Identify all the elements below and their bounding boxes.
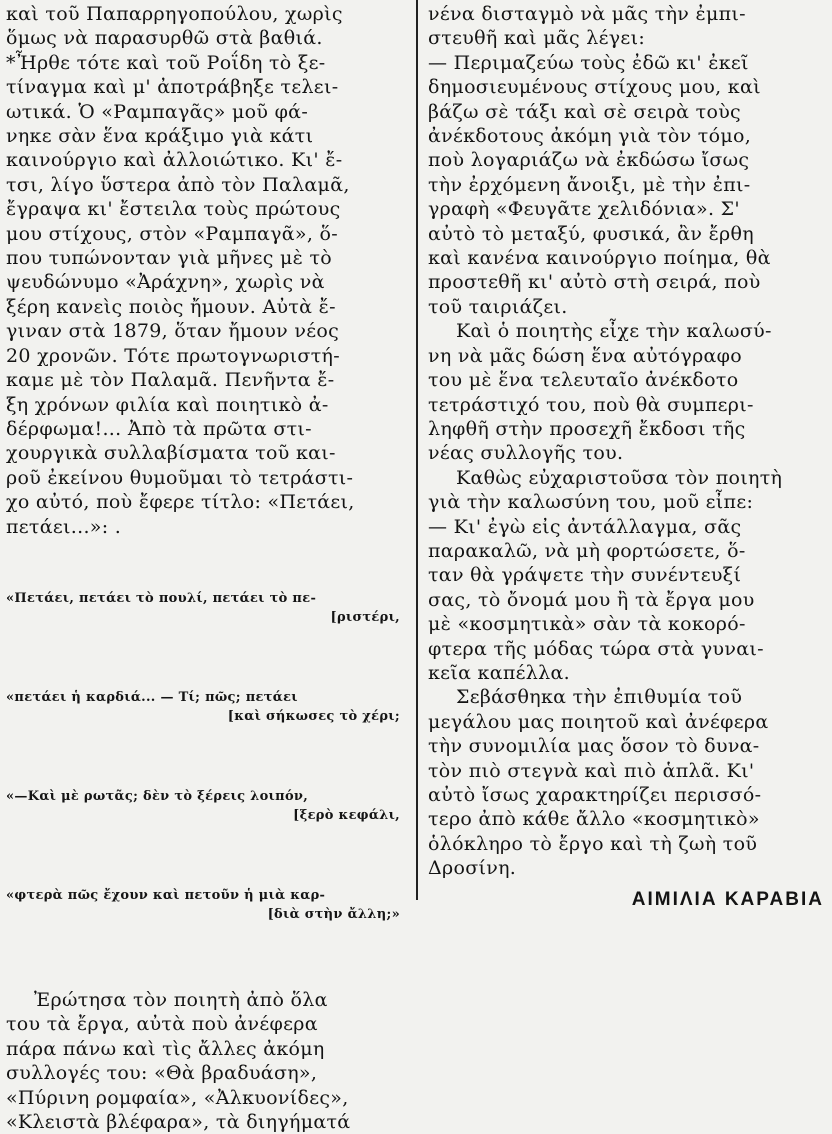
- poem-line: [6, 669, 410, 745]
- left-outro-paragraph: Ἐρώτησα τὸν ποιητὴ ἀπὸ ὅλα του τὰ ἔργα, αὐτὰ ποὺ ἀνέφερα πάρα πάνω καὶ τὶς ἄλλες ἀκόμη συλλογές του: «Θὰ βραδυάση», «Πύρινη ρομφαία», «Ἀλκυονίδες», «Κλειστὰ βλέφαρα», τὰ διηγήματά: [6, 988, 351, 1133]
- poem-line-text: «—Καὶ μὲ ρωτᾶς; δὲν τὸ ξέρεις λοιπόν,: [6, 788, 309, 804]
- author-signature: ΑΙΜΙΛΙΑ ΚΑΡΑΒΙΑ: [631, 888, 824, 910]
- column-divider: [416, 0, 418, 900]
- right-paragraph-3: Καθὼς εὐχαριστοῦσα τὸν ποιητὴ γιὰ τὴν καλωσύνη του, μοῦ εἶπε: — Κι' ἐγὼ εἰς ἀντάλλαγμα, σᾶς παρακαλῶ, νὰ μὴ φορτώσετε, ὅ- ταν θὰ γράψετε τὴν συνέντευξί σας, τὸ ὄνομά μου ἢ τὰ ἔργα μου μὲ «κοσμητικὰ» σὰν τὰ κοκορό- φτερα τῆς μόδας τώρα στὰ γυναι- κεῖα καπέλλα.: [428, 466, 783, 684]
- poem-line-continuation: [διὰ στὴν ἄλλη;»: [267, 906, 400, 922]
- poem-line-text: «Πετάει, πετάει τὸ πουλί, πετάει τὸ πε-: [6, 590, 317, 606]
- right-paragraph-2: Καὶ ὁ ποιητὴς εἶχε τὴν καλωσύ- νη νὰ μᾶς δώση ἕνα αὐτόγραφο του μὲ ἕνα τελευταῖο ἀνέκδοτο τετράστιχό του, ποὺ θὰ συμπερι- ληφθῆ στὴν προσεχῆ ἔκδοσι τῆς νέας συλλογῆς του.: [428, 320, 772, 465]
- poem-line-text: «φτερὰ πῶς ἔχουν καὶ πετοῦν ἡ μιὰ καρ-: [6, 887, 326, 903]
- section-gap: [6, 966, 410, 988]
- poem-block: [6, 551, 410, 966]
- poem-line-continuation: [καὶ σήκωσες τὸ χέρι;: [227, 708, 400, 724]
- poem-line-text: «πετάει ἡ καρδιά... — Τί; πῶς; πετάει: [6, 689, 298, 705]
- poem-line: [6, 867, 410, 943]
- right-paragraph-1: νένα δισταγμὸ νὰ μᾶς τὴν ἐμπι- στευθῆ καὶ μᾶς λέγει: — Περιμαζεύω τοὺς ἐδῶ κι' ἐκεῖ δημοσιευμένους στίχους μου, καὶ βάζω σὲ τάξι καὶ σὲ σειρὰ τοὺς ἀνέκδοτους ἀκόμη γιὰ τὸν τόμο, ποὺ λογαριάζω νὰ ἐκδώσω ἴσως τὴν ἐρχόμενη ἄνοιξι, μὲ τὴν ἐπι- γραφὴ «Φευγᾶτε χελιδόνια». Σ' αὐτὸ τὸ μεταξύ, φυσικά, ἂν ἔρθη καὶ κανένα καινούργιο ποίημα, θὰ προστεθῆ κι' αὐτὸ στὴ σειρά, ποὺ τοῦ ταιριάζει.: [428, 3, 771, 318]
- right-paragraph-4: Σεβάσθηκα τὴν ἐπιθυμία τοῦ μεγάλου μας ποιητοῦ καὶ ἀνέφερα τὴν συνομιλία μας ὅσον τὸ δυνα- τὸν πιὸ στεγνὰ καὶ πιὸ ἁπλᾶ. Κι' αὐτὸ ἴσως χαρακτηρίζει περισσό- τερο ἀπὸ κάθε ἄλλο «κοσμητικὸ» ὁλόκληρο τὸ ἔργο καὶ τὴ ζωὴ τοῦ Δροσίνη.: [428, 686, 769, 880]
- right-column: [420, 0, 832, 910]
- left-column: [0, 0, 414, 1133]
- poem-line: [6, 768, 410, 844]
- poem-line-continuation: [ξερὸ κεφάλι,: [293, 807, 400, 823]
- poem-line: [6, 570, 410, 646]
- left-intro-paragraph: καὶ τοῦ Παπαρρηγοπούλου, χωρὶς ὅμως νὰ παρασυρθῶ στὰ βαθιά. *Ἦρθε τότε καὶ τοῦ Ροΐδη τὸ ξε- τίναγμα καὶ μ' ἀποτράβηξε τελει- ωτικά. Ὁ «Ραμπαγᾶς» μοῦ φά- νηκε σὰν ἕνα κράξιμο γιὰ κάτι καινούργιο καὶ ἀλλοιώτικο. Κι' ἔ- τσι, λίγο ὕστερα ἀπὸ τὸν Παλαμᾶ, ἔγραψα κι' ἔστειλα τοὺς πρώτους μου στίχους, στὸν «Ραμπαγᾶ», ὅ- που τυπώνονταν γιὰ μῆνες μὲ τὸ ψευδώνυμο «Ἀράχνη», χωρὶς νὰ ξέρη κανεὶς ποιὸς ἤμουν. Αὐτὰ ἔ- γιναν στὰ 1879, ὅταν ἤμουν νέος 20 χρονῶν. Τότε πρωτογνωριστή- καμε μὲ τὸν Παλαμᾶ. Πενῆντα ἔ- ξη χρόνων φιλία καὶ ποιητικὸ ἀ- δέρφωμα!... Ἀπὸ τὰ πρῶτα στι- χουργικὰ συλλαβίσματα τοῦ και- ροῦ ἐκείνου θυμοῦμαι τὸ τετράστι- χο αὐτό, ποὺ ἔφερε τίτλο: «Πετάει, πετάει...»: .: [6, 3, 355, 538]
- poem-line-continuation: [ριστέρι,: [330, 609, 400, 625]
